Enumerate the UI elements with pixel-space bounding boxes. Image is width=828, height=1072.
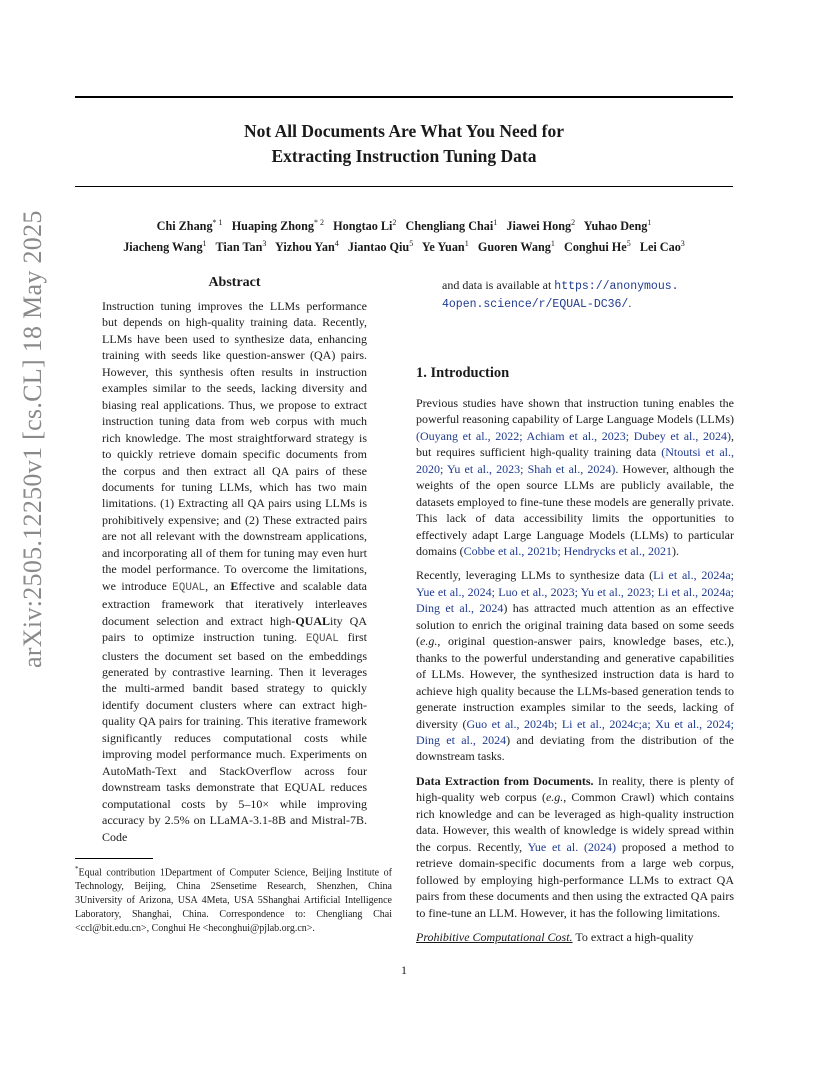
author: Chengliang Chai$^1$ bbox=[405, 218, 498, 234]
equal-name: EQUAL bbox=[172, 581, 206, 594]
author: Conghui He$^5$ bbox=[564, 239, 631, 255]
intro-paragraph-3: Data Extraction from Documents. In reality, there is plenty of high-quality web corpus (e.g., Common Crawl) which contains rich knowledge and can be leveraged as high-quality instruction data. However, this wealth of knowledge is widely spread within the corpus. Recently, Yue et al. (2024) proposed a method to retrieve domain-specific documents from a large web corpus, followed by employing high-performance LLMs to extract QA pairs from these documents and then using the extracted QA pairs to fine-tune an LLM. However, it has the following limitations. bbox=[416, 773, 735, 920]
right-column bbox=[416, 277, 734, 953]
citation-link[interactable]: (Ouyang et al., 2022; Achiam et al., 2023; Dubey et al., 2024) bbox=[416, 428, 731, 443]
page-number: 1 bbox=[401, 963, 407, 977]
arxiv-identifier: arXiv:2505.12250v1 [cs.CL] 18 May 2025 bbox=[18, 210, 47, 668]
paper-title bbox=[75, 119, 733, 169]
author: Guoren Wang$^1$ bbox=[477, 239, 555, 255]
citation-link[interactable]: (Ntoutsi et al., 2020; Yu et al., 2023; Shah et al., 2024) bbox=[416, 445, 734, 476]
intro-paragraph-2: Recently, leveraging LLMs to synthesize data (Li et al., 2024a; Yue et al., 2024; Luo et al., 2023; Yu et al., 2023; Li et al., 2024a; Ding et al., 2024) has attracted much attention as an effective solution to enrich the original training data based on some seeds (e.g., original question-answer pairs, knowledge bases, etc.), thanks to the powerful understanding and generative capabilities of LLMs. However, the synthesized instruction data is hard to achieve high quality because the LLMs-based generation tends to generate instruction examples similar to the seeds, lacking of diversity (Guo et al., 2024b; Li et al., 2024c;a; Xu et al., 2024; Ding et al., 2024) and deviating from the distribution of the downstream tasks. bbox=[416, 568, 734, 764]
author-row-2 bbox=[75, 235, 733, 256]
author: Yuhao Deng$^1$ bbox=[583, 218, 652, 234]
citation-link[interactable]: Guo et al., 2024b; Li et al., 2024c;a; Xu et al., 2024; Ding et al., 2024 bbox=[416, 716, 734, 747]
author: Jiacheng Wang$^1$ bbox=[123, 239, 207, 255]
code-availability: and data is available at https://anonymous. 4open.science/r/EQUAL-DC36/. bbox=[442, 278, 679, 312]
author: Yizhou Yan$^4$ bbox=[275, 239, 339, 255]
author-list bbox=[75, 214, 733, 256]
title-line-1: Not All Documents Are What You Need for bbox=[243, 121, 564, 141]
affiliation-footnote: *Equal contribution 1Department of Computer Science, Beijing Institute of Technology, Beijing, China 2Sensetime Research, Shenzhen, China 3University of Arizona, USA 4Meta, USA 5Shanghai Artificial Intelligence Laboratory, Shanghai, China. Correspondence to: Chengliang Chai <ccl@bit.edu.cn>, Conghui He <heconghui@pjlab.org.cn>. bbox=[75, 865, 392, 935]
code-link[interactable]: 4open.science/r/EQUAL-DC36/ bbox=[442, 298, 629, 312]
code-link[interactable]: https://anonymous. bbox=[554, 280, 679, 293]
intro-paragraph-1: Previous studies have shown that instruction tuning enables the powerful reasoning capability of Large Language Models (LLMs) (Ouyang et al., 2022; Achiam et al., 2023; Dubey et al., 2024), but requires sufficient high-quality training data (Ntoutsi et al., 2020; Yu et al., 2023; Shah et al., 2024). However, although the weights of the open source LLMs are publicly available, the datasets employed to fine-tune these models are generally private. This lack of data accessibility limits the opportunities to effectively adapt Large Language Models (LLMs) to particular domains (Cobbe et al., 2021b; Hendrycks et al., 2021). bbox=[416, 395, 734, 558]
author: Jiantao Qiu$^5$ bbox=[347, 239, 414, 255]
author: Lei Cao$^3$ bbox=[639, 239, 685, 255]
left-column bbox=[102, 275, 367, 845]
title-top-rule bbox=[75, 96, 733, 98]
author: Hongtao Li$^2$ bbox=[333, 218, 397, 234]
author-row-1 bbox=[75, 214, 733, 235]
title-line-2: Extracting Instruction Tuning Data bbox=[271, 146, 537, 166]
footnote-rule bbox=[75, 858, 153, 859]
title-bottom-rule bbox=[75, 186, 733, 187]
author: Jiawei Hong$^2$ bbox=[506, 218, 576, 234]
paragraph-run-in-heading: Data Extraction from Documents. bbox=[416, 773, 594, 788]
section-heading-introduction: 1. Introduction bbox=[416, 364, 510, 381]
citation-link[interactable]: Yue et al. (2024) bbox=[527, 839, 617, 854]
abstract-heading: Abstract bbox=[208, 275, 261, 290]
author: Ye Yuan$^1$ bbox=[421, 239, 469, 255]
author: Tian Tan$^3$ bbox=[215, 239, 267, 255]
abstract-text: Instruction tuning improves the LLMs performance but depends on high-quality training data. Recently, LLMs have been used to synthesize data, enhancing training with seeds like question-answer (QA) pairs. However, this synthesis often results in instruction examples similar to the seeds, lacking diversity and biasing real applications. Thus, we propose to extract instruction tuning data from web corpus with much rich knowledge. The most straightforward strategy is to quickly retrieve domain specific documents from the corpus and then extract all QA pairs of these documents for tuning LLMs, which has two main limitations. (1) Extracting all QA pairs using LLMs is prohibitively expensive; and (2) These extracted pairs are not all relevant with the downstream applications, and incorporating all of them for tuning may even hurt the model performance. To overcome the limitations, we introduce EQUAL, an Effective and scalable data extraction framework that iteratively interleaves document selection and extract high-QUALity QA pairs to optimize instruction tuning. EQUAL first clusters the document set based on the embeddings generated by contrastive learning. Then it leverages the multi-armed bandit based strategy to quickly identify document clusters where can extract high-quality QA pairs for training. This iterative framework significantly reduces computational costs while improving model performance much. Experiments on AutoMath-Text and StackOverflow across four downstream tasks demonstrate that EQUAL reduces computational costs by 5–10× while improving accuracy by 2.5% on LLaMA-3.1-8B and Mistral-7B. Code bbox=[102, 299, 367, 844]
intro-paragraph-4: Prohibitive Computational Cost. To extract a high-quality bbox=[416, 929, 694, 944]
citation-link[interactable]: Cobbe et al., 2021b; Hendrycks et al., 2021 bbox=[463, 543, 672, 558]
citation-link[interactable]: Li et al., 2024a; Yue et al., 2024; Luo et al., 2023; Yu et al., 2023; Li et al., 2024a; Ding et al., 2024 bbox=[416, 568, 734, 616]
equal-name: EQUAL bbox=[305, 633, 339, 646]
author: Huaping Zhong$^{* 2}$ bbox=[231, 218, 324, 234]
author: Chi Zhang$^{* 1}$ bbox=[156, 218, 223, 234]
limitation-heading: Prohibitive Computational Cost. bbox=[416, 929, 573, 944]
